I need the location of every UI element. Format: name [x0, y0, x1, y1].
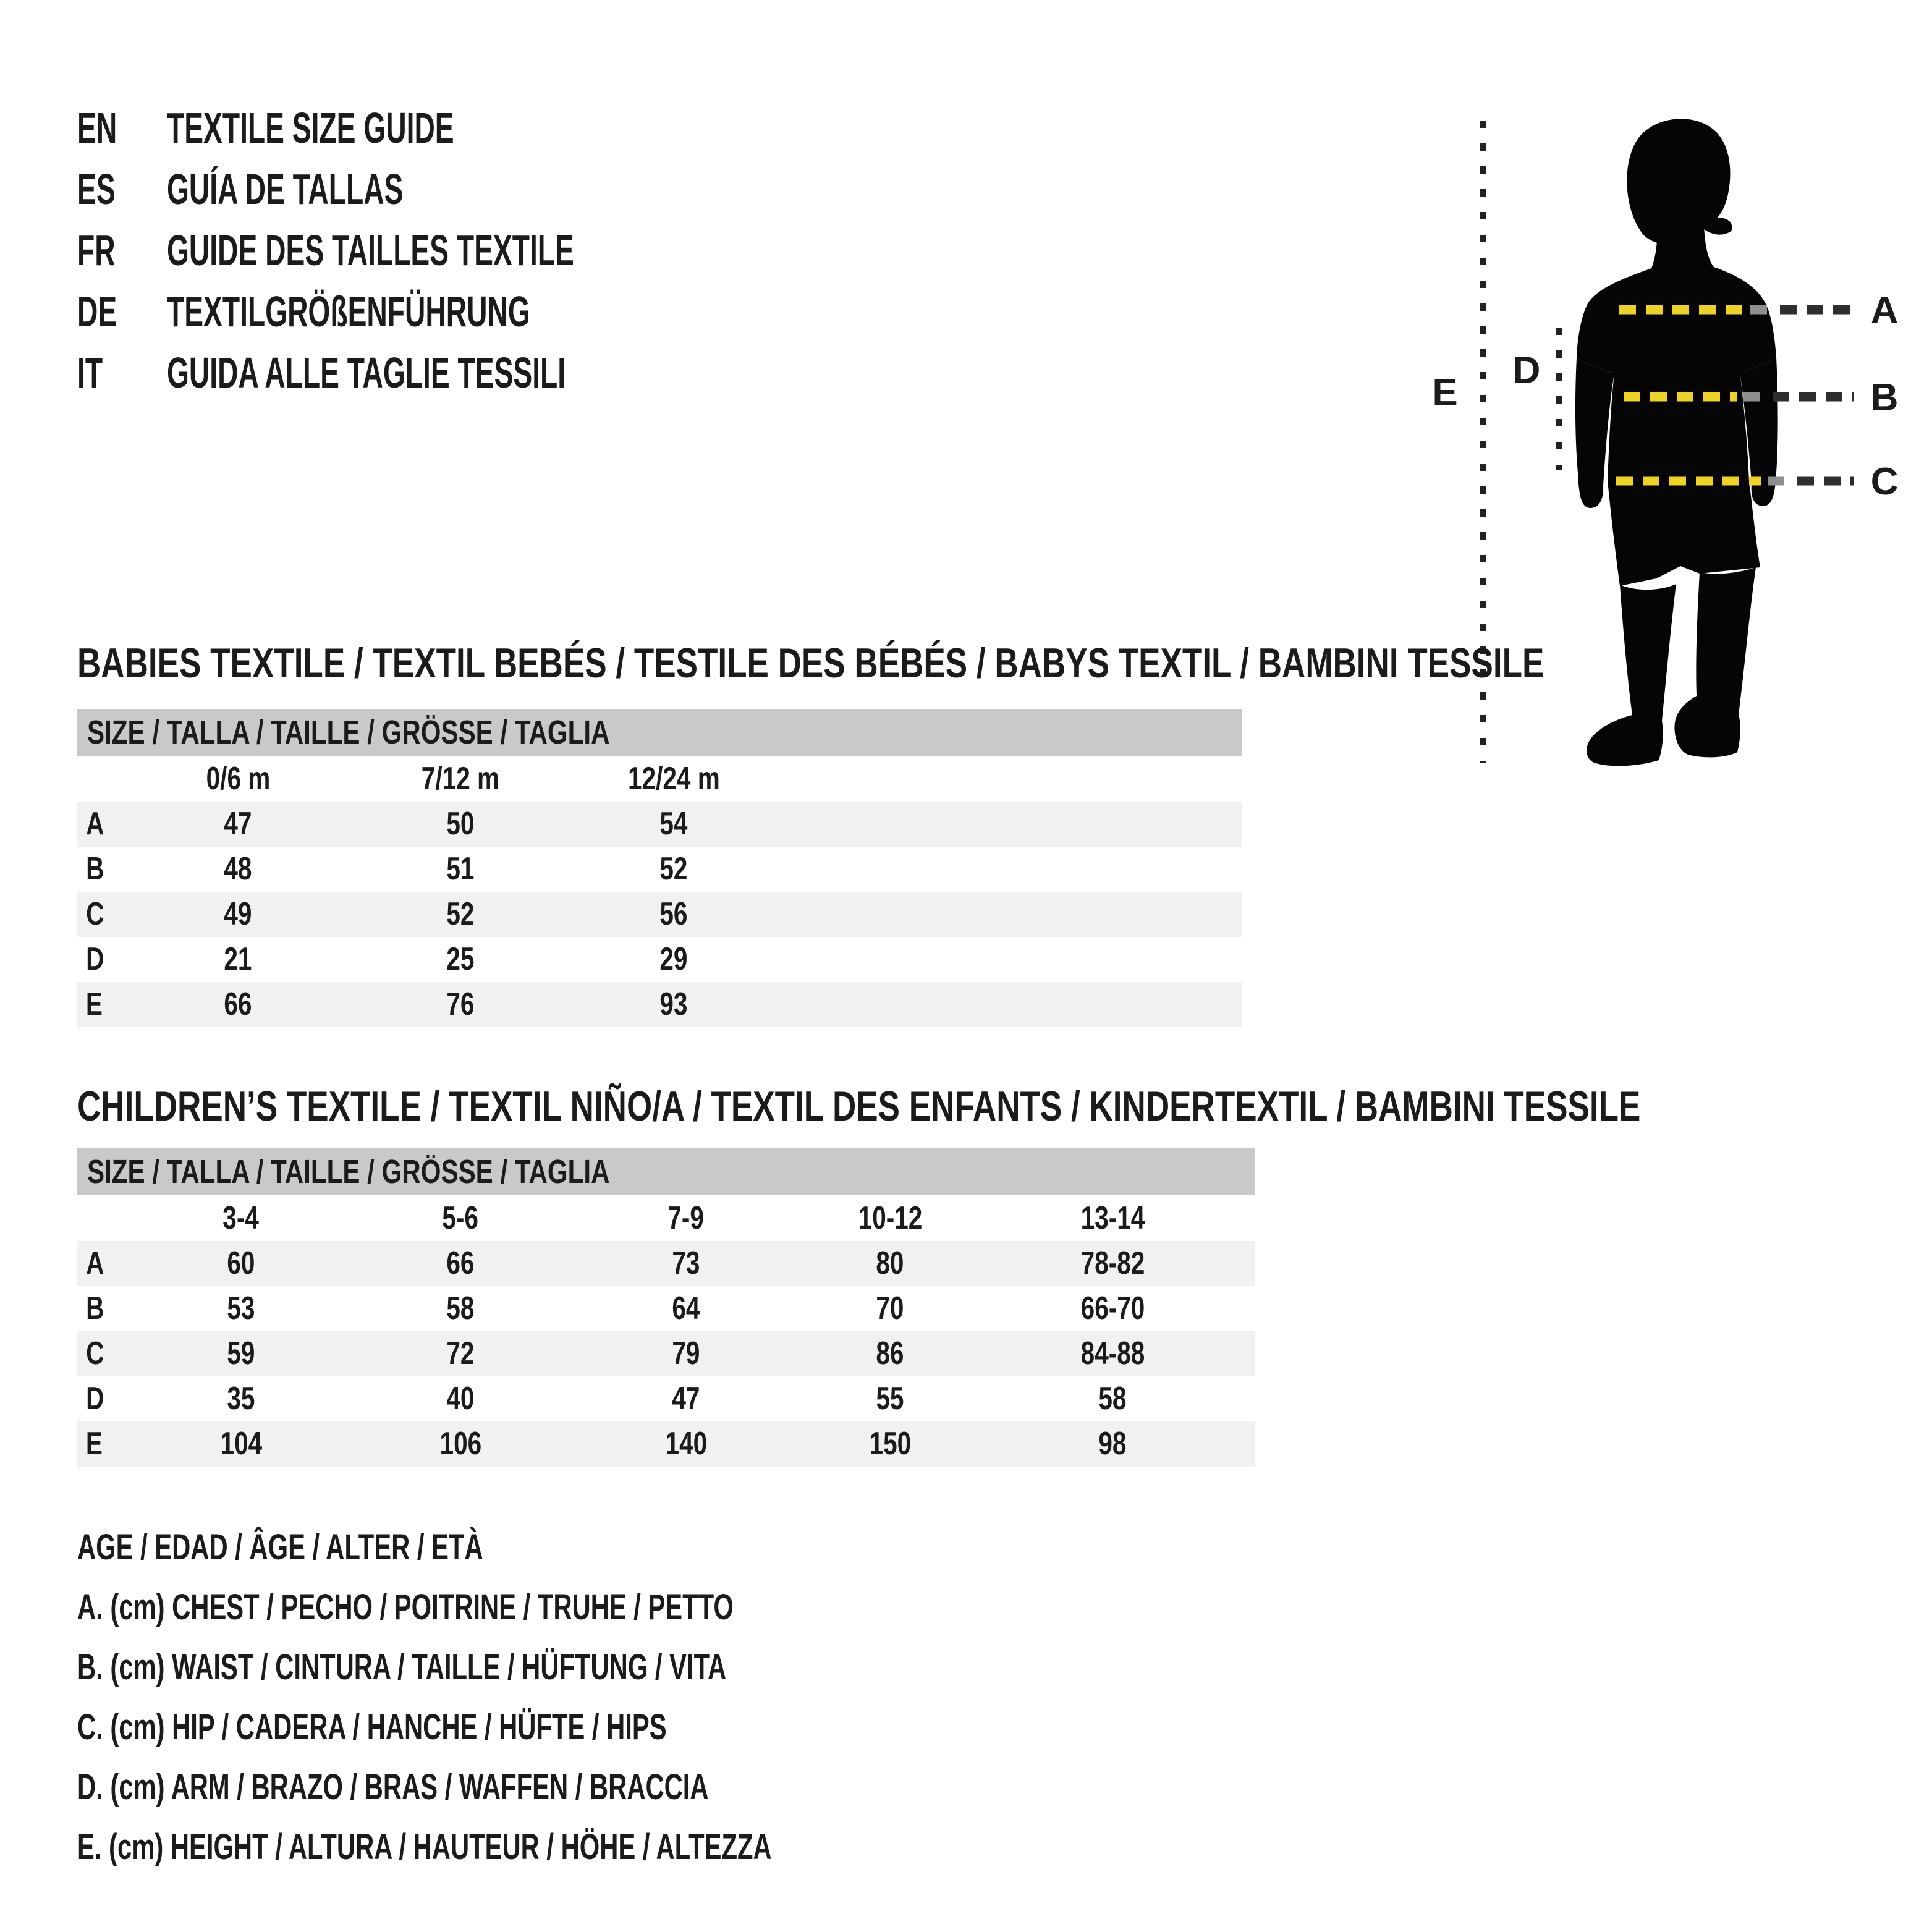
guide-title-it: GUIDA ALLE TAGLIE TESSILI	[167, 349, 566, 397]
guide-title-es: GUÍA DE TALLAS	[167, 165, 404, 213]
guide-title-fr: GUIDE DES TAILLES TEXTILE	[167, 226, 574, 274]
children-col-7-9: 7-9	[667, 1200, 705, 1236]
cell: 84-88	[1080, 1336, 1145, 1371]
cell: 150	[869, 1426, 911, 1462]
cell: 76	[446, 986, 475, 1022]
cell: 49	[224, 896, 252, 932]
marker-label-c: C	[1870, 460, 1899, 503]
language-header	[77, 98, 784, 404]
cell: 50	[446, 806, 475, 842]
cell: 58	[446, 1290, 475, 1326]
marker-label-d: D	[1512, 349, 1541, 392]
row-label: E	[85, 986, 103, 1022]
children-column-headers	[77, 1195, 1255, 1241]
table-row	[77, 847, 1242, 892]
table-row	[77, 1331, 1255, 1376]
cell: 70	[876, 1290, 904, 1326]
cell: 86	[876, 1336, 904, 1371]
legend-height: E. (cm) HEIGHT / ALTURA / HAUTEUR / HÖHE / ALTEZZA	[77, 1827, 772, 1867]
children-section-title: CHILDREN’S TEXTILE / TEXTIL NIÑO/A / TEXTIL DES ENFANTS / KINDERTEXTIL / BAMBINI TESSILE	[77, 1083, 1641, 1130]
table-row	[77, 1286, 1255, 1331]
marker-label-a: A	[1870, 289, 1899, 332]
cell: 47	[224, 806, 252, 842]
cell: 73	[672, 1245, 700, 1281]
row-label: A	[86, 806, 104, 842]
marker-label-b: B	[1870, 376, 1899, 419]
children-col-13-14: 13-14	[1080, 1200, 1145, 1236]
cell: 47	[672, 1381, 700, 1417]
cell: 64	[672, 1290, 700, 1326]
row-label: B	[86, 851, 104, 887]
lang-row-it	[77, 342, 784, 404]
cell: 98	[1098, 1426, 1127, 1462]
row-label: C	[86, 896, 104, 932]
marker-label-e: E	[1432, 371, 1458, 414]
cell: 48	[224, 851, 252, 887]
babies-col-0-6m: 0/6 m	[206, 761, 270, 797]
cell: 140	[665, 1426, 707, 1462]
cell: 35	[227, 1381, 255, 1417]
silhouette-head	[1627, 119, 1732, 245]
lang-code-en: EN	[77, 104, 117, 152]
cell: 21	[224, 941, 252, 977]
cell: 93	[659, 986, 688, 1022]
cell: 59	[227, 1336, 255, 1371]
children-table-header-bar: SIZE / TALLA / TAILLE / GRÖSSE / TAGLIA	[77, 1148, 1255, 1195]
cell: 52	[446, 896, 475, 932]
legend-age: AGE / EDAD / ÂGE / ALTER / ETÀ	[77, 1527, 483, 1567]
cell: 53	[227, 1290, 255, 1326]
babies-col-7-12m: 7/12 m	[421, 761, 500, 797]
legend-arm: D. (cm) ARM / BRAZO / BRAS / WAFFEN / BRACCIA	[77, 1767, 709, 1807]
children-col-3-4: 3-4	[222, 1200, 260, 1236]
cell: 54	[659, 806, 688, 842]
cell: 66	[446, 1245, 475, 1281]
children-col-10-12: 10-12	[858, 1200, 922, 1236]
cell: 25	[446, 941, 475, 977]
lang-code-fr: FR	[77, 226, 116, 274]
children-col-5-6: 5-6	[442, 1200, 479, 1236]
babies-section-title: BABIES TEXTILE / TEXTIL BEBÉS / TESTILE DES BÉBÉS / BABYS TEXTIL / BAMBINI TESSILE	[77, 640, 1544, 687]
cell: 66	[224, 986, 252, 1022]
row-label: D	[86, 941, 104, 977]
cell: 80	[876, 1245, 904, 1281]
legend-hip: C. (cm) HIP / CADERA / HANCHE / HÜFTE / HIPS	[77, 1707, 667, 1747]
table-row	[77, 1421, 1255, 1467]
lang-row-es	[77, 159, 784, 220]
row-label: D	[86, 1381, 104, 1417]
lang-code-de: DE	[77, 287, 117, 336]
babies-size-table	[77, 709, 1242, 1027]
table-row	[77, 1376, 1255, 1421]
silhouette-shorts	[1608, 480, 1760, 586]
babies-col-12-24m: 12/24 m	[627, 761, 720, 797]
cell: 78-82	[1080, 1245, 1145, 1281]
lang-code-it: IT	[77, 349, 103, 397]
cell: 58	[1098, 1381, 1127, 1417]
cell: 104	[220, 1426, 262, 1462]
cell: 79	[672, 1336, 700, 1371]
babies-column-headers	[77, 756, 1242, 802]
table-row	[77, 937, 1242, 982]
cell: 60	[227, 1245, 255, 1281]
row-label: A	[86, 1245, 104, 1281]
legend-chest: A. (cm) CHEST / PECHO / POITRINE / TRUHE / PETTO	[77, 1587, 734, 1627]
row-label: E	[85, 1426, 103, 1462]
table-row	[77, 1241, 1255, 1286]
lang-code-es: ES	[77, 165, 116, 213]
children-size-table	[77, 1148, 1255, 1467]
row-label: B	[86, 1290, 104, 1326]
lang-row-fr	[77, 220, 784, 281]
cell: 40	[446, 1381, 475, 1417]
cell: 29	[659, 941, 688, 977]
legend-waist: B. (cm) WAIST / CINTURA / TAILLE / HÜFTUNG / VITA	[77, 1647, 727, 1687]
cell: 56	[659, 896, 688, 932]
lang-row-en	[77, 98, 784, 159]
silhouette-torso	[1577, 226, 1776, 483]
table-row	[77, 802, 1242, 847]
cell: 66-70	[1080, 1290, 1145, 1326]
cell: 106	[439, 1426, 481, 1462]
row-label: C	[86, 1336, 104, 1371]
guide-title-en: TEXTILE SIZE GUIDE	[167, 104, 454, 152]
cell: 51	[446, 851, 475, 887]
measurement-legend	[77, 1517, 1042, 1877]
cell: 72	[446, 1336, 475, 1371]
lang-row-de	[77, 281, 784, 342]
cell: 52	[659, 851, 688, 887]
table-row	[77, 982, 1242, 1027]
table-row	[77, 892, 1242, 937]
babies-table-header-bar: SIZE / TALLA / TAILLE / GRÖSSE / TAGLIA	[77, 709, 1242, 756]
cell: 55	[876, 1381, 904, 1417]
guide-title-de: TEXTILGRÖßENFÜHRUNG	[167, 287, 530, 336]
